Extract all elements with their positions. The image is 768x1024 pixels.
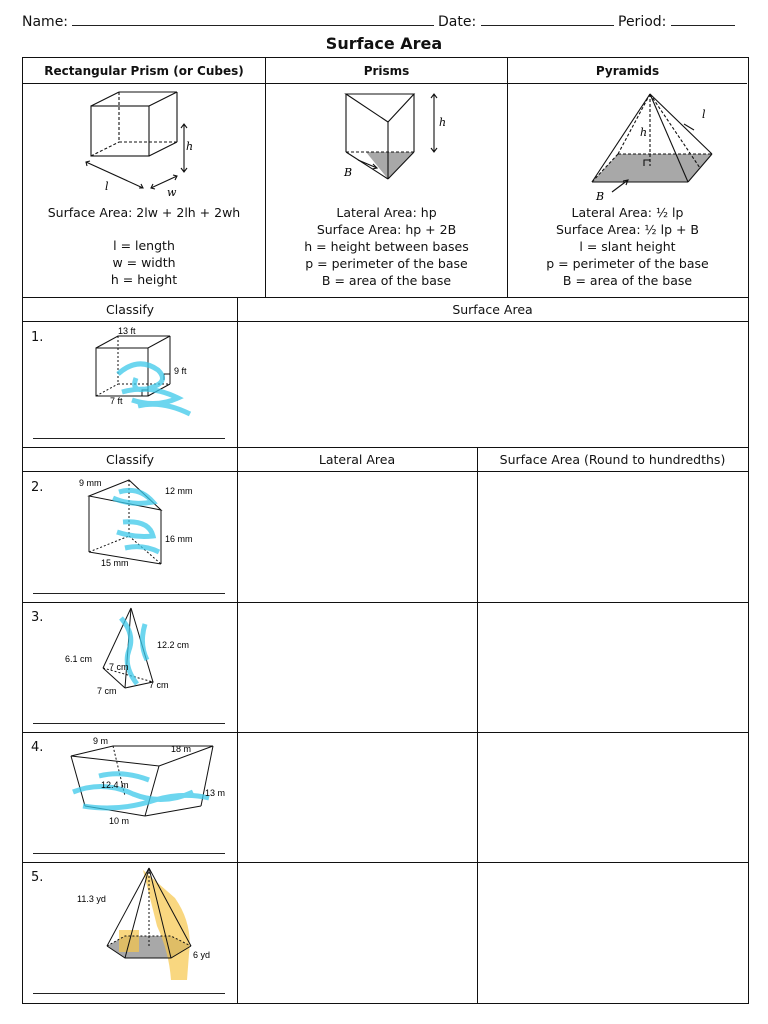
prism-heading: Prisms [266,58,507,84]
p1-dim-7ft: 7 ft [110,396,123,406]
problem-5-figure [53,864,223,984]
period-field[interactable] [618,14,735,30]
problem-3-classify-blank[interactable] [33,723,225,724]
problems-2-5-section [22,448,749,1004]
divider [23,732,748,733]
problem-1-classify-blank[interactable] [33,438,225,439]
divider [237,448,238,1003]
pyramid-label-b: B [596,190,605,203]
rect-label-h: h [186,140,194,153]
date-blank[interactable] [481,14,614,26]
pyramid-lateral-area: Lateral Area: ½ lp [571,205,684,220]
pyramid-def-base: B = area of the base [562,273,693,288]
prism-surface-area: Surface Area: hp + 2B [316,222,457,237]
p3-dim-7cm-c: 7 cm [149,680,169,690]
date-label: Date: [438,14,477,30]
period-blank[interactable] [671,14,735,26]
prism-label-b: B [344,166,353,179]
prism-def-height: h = height between bases [304,239,469,254]
header-fields [22,14,748,36]
p3-dim-7cm-a: 7 cm [109,662,129,672]
rect-prism-diagram [23,84,265,204]
p3-dim-6-1cm: 6.1 cm [65,654,93,664]
rect-label-l: l [105,180,109,193]
prism-diagram [266,84,508,204]
problem-1-section [22,297,749,448]
problem-5-number: 5. [31,870,44,885]
pyramid-figure [508,84,747,204]
p2-dim-16mm: 16 mm [165,534,193,544]
rect-def-length: l = length [113,238,175,253]
pyramid-column [507,58,747,297]
problem-2-number: 2. [31,480,44,495]
prism-column [265,58,507,297]
reference-table [22,57,749,298]
rect-label-w: w [167,186,177,199]
problem-1-number: 1. [31,330,44,345]
rect-def-height: h = height [110,272,178,287]
pyramid-surface-area: Surface Area: ½ lp + B [555,222,700,237]
p4-dim-13m: 13 m [205,788,226,798]
problem-3-figure [63,604,213,704]
col-classify-1: Classify [23,298,237,322]
pyramid-diagram [508,84,748,204]
p3-dim-7cm-b: 7 cm [97,686,117,696]
col-surface-area-2: Surface Area (Round to hundredths) [477,448,748,472]
divider [237,298,238,447]
divider [23,862,748,863]
prism-def-perimeter: p = perimeter of the base [305,256,468,271]
rect-prism-figure [23,84,265,204]
col-surface-area-1: Surface Area [237,298,748,322]
pyramid-def-slant: l = slant height [579,239,676,254]
problem-3-number: 3. [31,610,44,625]
prism-lateral-area: Lateral Area: hp [336,205,437,220]
p4-dim-18m: 18 m [171,744,192,754]
name-blank[interactable] [72,14,434,26]
p5-dim-11-3yd: 11.3 yd [77,894,106,904]
prism-def-base: B = area of the base [321,273,452,288]
col-classify-2: Classify [23,448,237,472]
p4-dim-12-4m: 12.4 m [101,780,129,790]
p2-dim-15mm: 15 mm [101,558,129,568]
name-label: Name: [22,14,69,30]
p2-dim-9mm: 9 mm [79,478,102,488]
problem-4-number: 4. [31,740,44,755]
date-field[interactable] [438,14,614,30]
problem-2-classify-blank[interactable] [33,593,225,594]
page-title: Surface Area [325,34,443,53]
pyramid-def-perimeter: p = perimeter of the base [546,256,709,271]
rect-surface-area: Surface Area: 2lw + 2lh + 2wh [47,205,241,220]
col-lateral-area: Lateral Area [237,448,477,472]
p2-dim-12mm: 12 mm [165,486,193,496]
divider [477,448,478,1003]
prism-figure [266,84,507,204]
p4-dim-9m: 9 m [93,736,109,746]
p4-dim-10m: 10 m [109,816,130,826]
rect-prism-heading: Rectangular Prism (or Cubes) [23,58,265,84]
problem-4-classify-blank[interactable] [33,853,225,854]
p1-dim-9ft: 9 ft [174,366,187,376]
name-field[interactable] [22,14,434,30]
rect-def-width: w = width [112,255,176,270]
p3-dim-12-2cm: 12.2 cm [157,640,190,650]
pyramid-heading: Pyramids [508,58,747,84]
pyramid-label-h: h [640,126,648,139]
problem-1-figure [78,326,198,424]
problem-5-classify-blank[interactable] [33,993,225,994]
p1-dim-13ft: 13 ft [118,326,136,336]
rect-prism-column [23,58,265,297]
period-label: Period: [618,14,667,30]
p5-dim-6yd: 6 yd [193,950,211,960]
pyramid-label-l: l [702,108,706,121]
prism-label-h: h [439,116,447,129]
divider [23,602,748,603]
problem-2-figure [69,476,199,570]
problem-4-figure [63,736,226,836]
